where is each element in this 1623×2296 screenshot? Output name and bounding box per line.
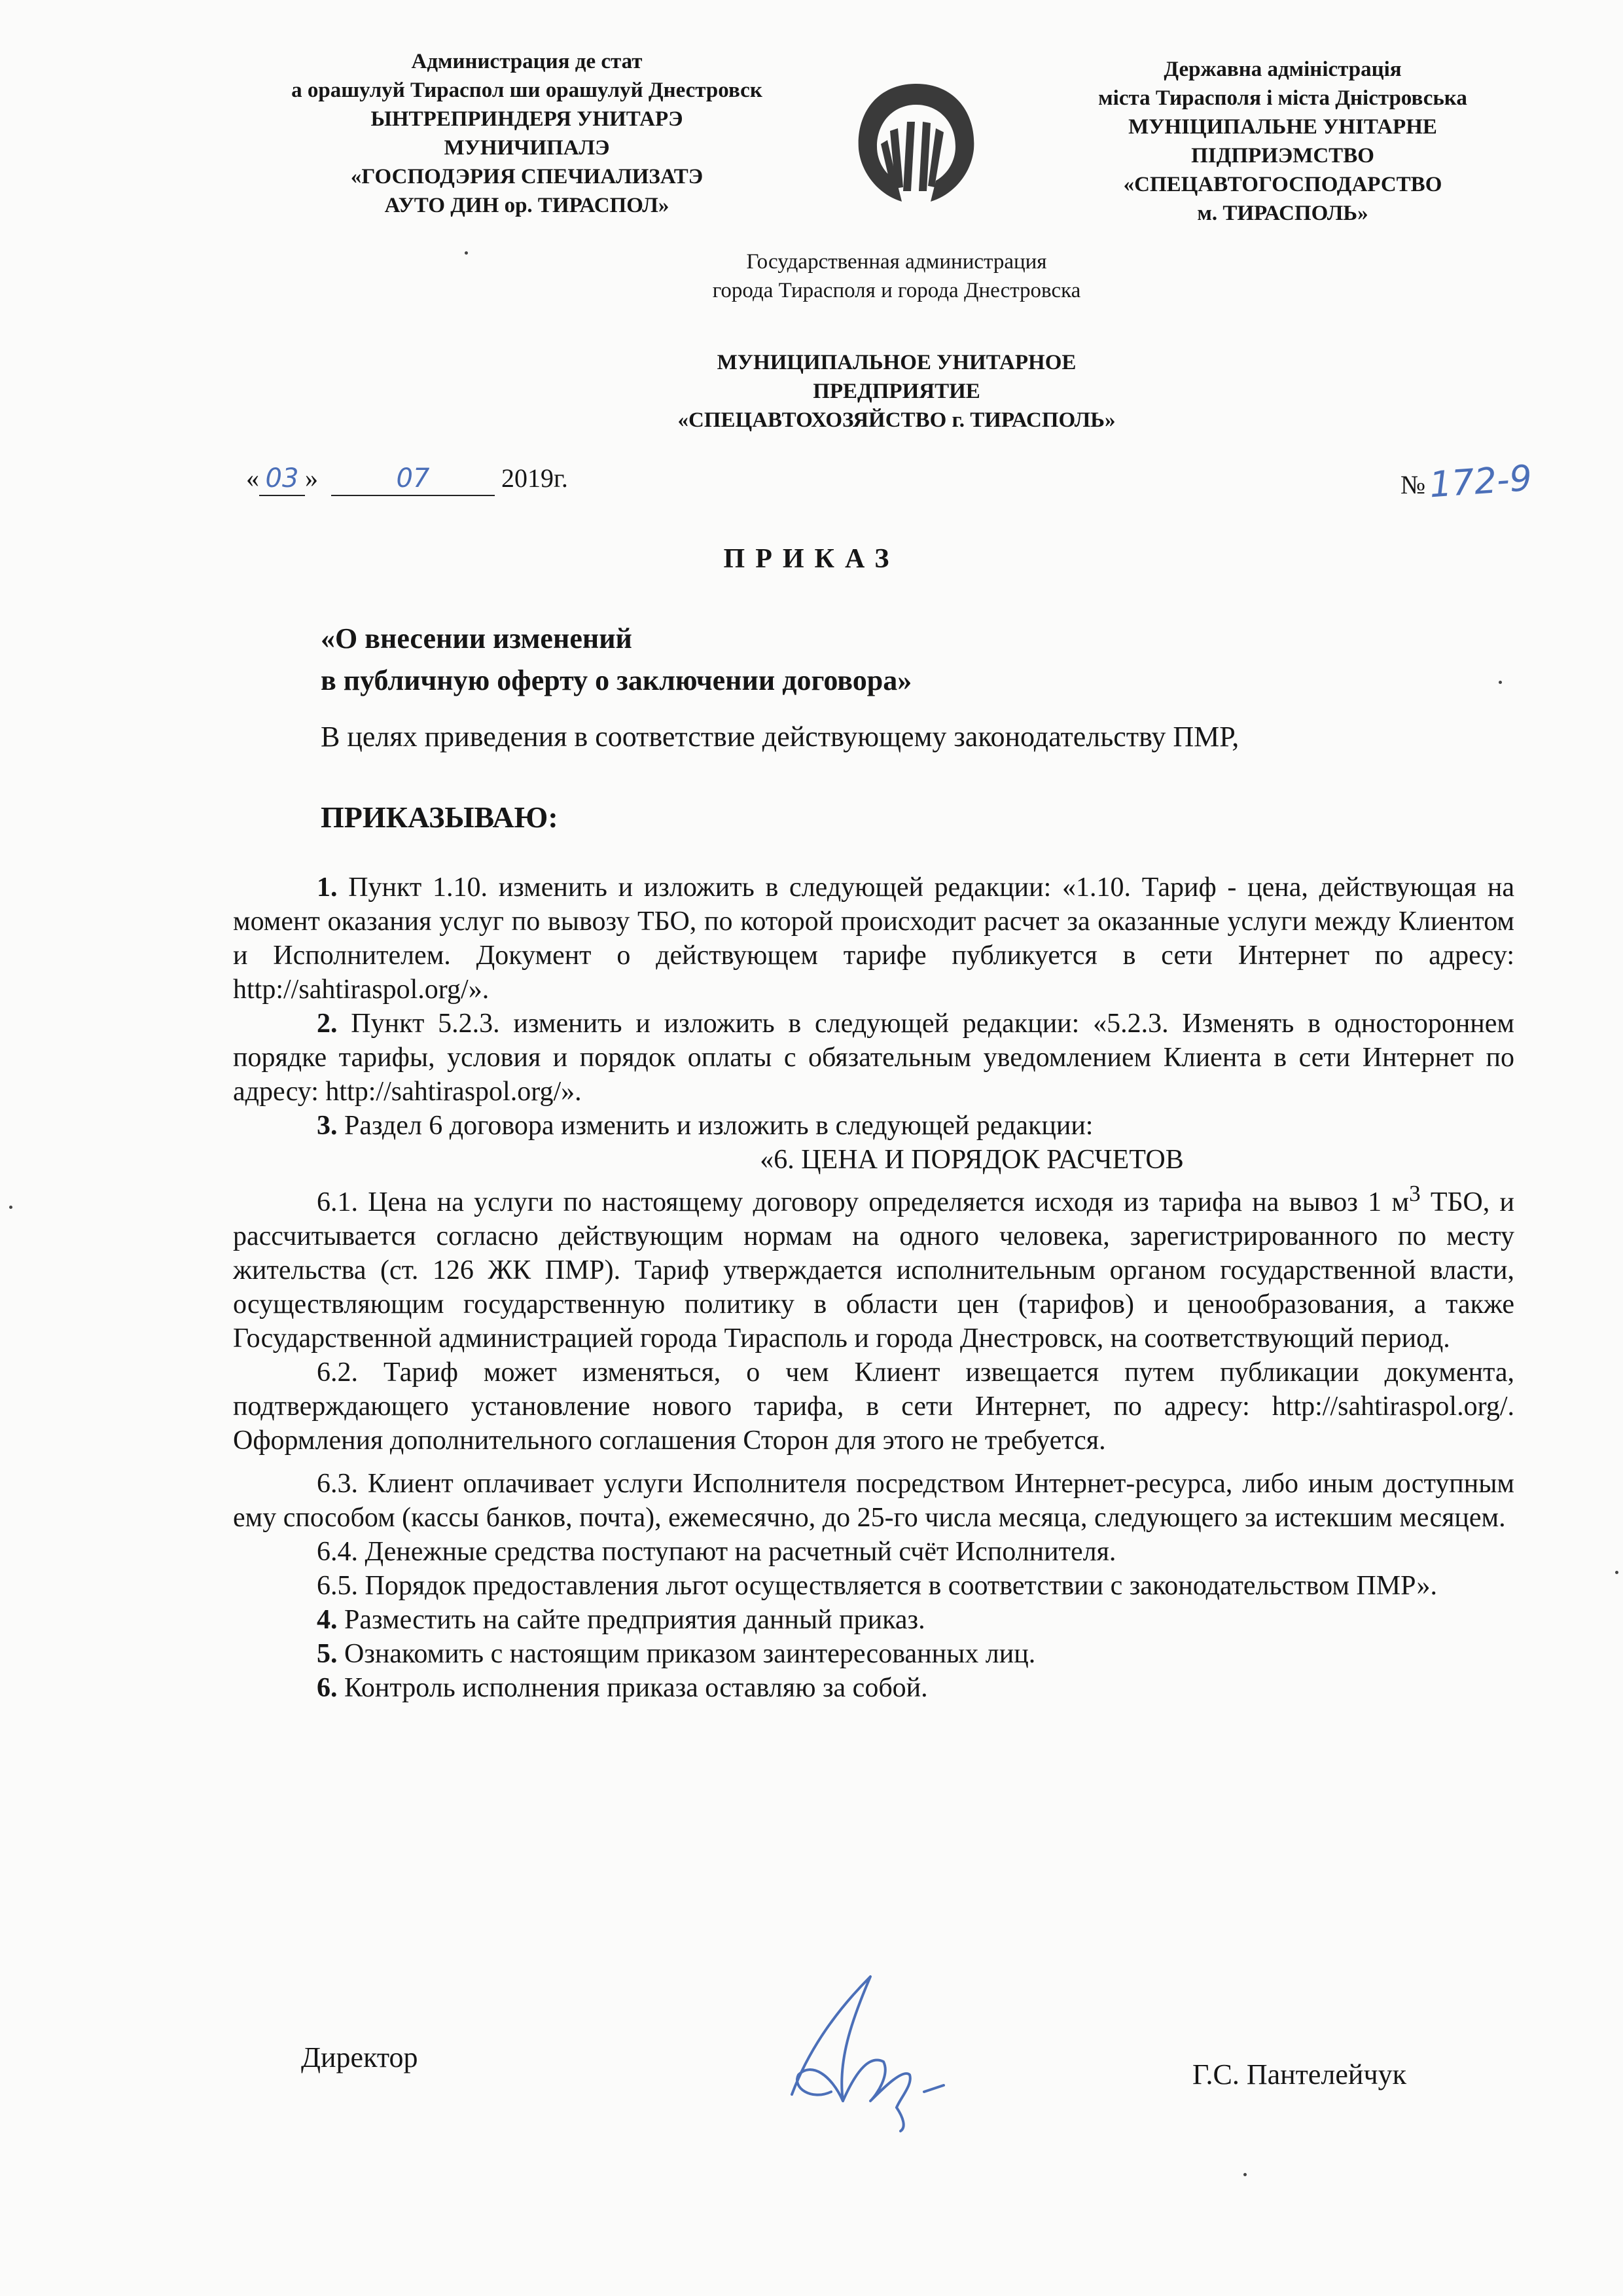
clause-6-3: 6.3. Клиент оплачивает услуги Исполнителя посредством Интернет-ресурса, либо иным доступным ему способом (кассы банков, почта), ежемесячно, до 25-го числа месяца, следующего за истекшим месяцем. <box>233 1469 1514 1533</box>
subject-line: «О внесении изменений <box>321 622 632 655</box>
section-title: «6. ЦЕНА И ПОРЯДОК РАСЧЕТОВ <box>760 1145 1184 1175</box>
header-center-org-line: МУНИЦИПАЛЬНОЕ УНИТАРНОЕ <box>717 351 1077 374</box>
header-left-line: «ГОСПОДЭРИЯ СПЕЧИАЛИЗАТЭ <box>350 165 704 188</box>
order-item-text: Пункт 5.2.3. изменить и изложить в следующей редакции: «5.2.3. Изменять в одностороннем порядке тарифы, условия и порядок оплаты с обязательным уведомлением Клиента в сети Интернет по адресу: http://sahtiraspol.org/». <box>233 1009 1514 1107</box>
order-item <box>233 870 1514 1007</box>
order-item-number: 2. <box>317 1009 338 1039</box>
order-item-text: Разместить на сайте предприятия данный приказ. <box>337 1605 925 1635</box>
order-item <box>233 1007 1514 1109</box>
clause-6-5: 6.5. Порядок предоставления льгот осуществляется в соответствии с законодательством ПМР». <box>317 1571 1437 1601</box>
order-item <box>233 1109 1514 1143</box>
order-body <box>233 870 1514 1705</box>
order-item-text: Пункт 1.10. изменить и изложить в следующей редакции: «1.10. Тариф - цена, действующая на момент оказания услуг по вывозу ТБО, по которой происходит расчет за оказанные услуги между Клиентом и Исполнителем. Документ о действующем тарифе публикуется в сети Интернет по адресу: http://sahtiraspol.org/». <box>233 872 1514 1005</box>
clause-6-1-superscript: 3 <box>1409 1181 1421 1206</box>
order-item-number: 3. <box>317 1111 338 1141</box>
order-item-text: Раздел 6 договора изменить и изложить в следующей редакции: <box>337 1111 1094 1141</box>
clause-6-4: 6.4. Денежные средства поступают на расчетный счёт Исполнителя. <box>317 1537 1116 1567</box>
order-item-text: Ознакомить с настоящим приказом заинтересованных лиц. <box>337 1639 1036 1669</box>
document-number <box>1400 457 1534 506</box>
scan-speck <box>9 1206 12 1209</box>
scan-speck <box>1499 681 1502 684</box>
header-right-line: ПІДПРИЭМСТВО <box>1191 144 1374 168</box>
header-left-line: АУТО ДИН ор. ТИРАСПОЛ» <box>384 194 669 217</box>
header-center-russian <box>589 247 1204 435</box>
header-center-org <box>589 348 1204 435</box>
header-left-line: а орашулуй Тираспол ши орашулуй Днестровск <box>291 79 762 102</box>
header-center-org-line: ПРЕДПРИЯТИЕ <box>813 380 980 403</box>
header-center-admin-line: города Тирасполя и города Днестровска <box>712 279 1081 302</box>
header-center-admin-line: Государственная администрация <box>746 250 1047 274</box>
scan-speck <box>465 251 468 255</box>
date-month-handwritten: 07 <box>331 462 495 496</box>
header-right-line: м. ТИРАСПОЛЬ» <box>1197 202 1368 225</box>
date-close-quote: » <box>305 463 318 493</box>
handwritten-signature-icon <box>772 1964 982 2134</box>
intro-text: В целях приведения в соответствие действующему законодательству ПМР, <box>321 721 1240 753</box>
header-left-line: ЫНТРЕПРИНДЕРЯ УНИТАРЭ <box>370 107 683 131</box>
date-year: 2019г. <box>501 463 568 493</box>
clause-6-2: 6.2. Тариф может изменяться, о чем Клиент извещается путем публикации документа, подтверждающего установление нового тарифа, в сети Интернет, по адресу: http://sahtiraspol.org/. Оформления дополнительного соглашения Сторон для этого не требуется. <box>233 1357 1514 1456</box>
clause-6-1 <box>233 1177 1514 1355</box>
order-item-text: Контроль исполнения приказа оставляю за собой. <box>337 1673 928 1703</box>
document-title: ПРИКАЗ <box>723 544 900 574</box>
order-item-number: 4. <box>317 1605 338 1635</box>
signatory-name: Г.С. Пантелейчук <box>1192 2058 1406 2090</box>
header-left-line: Администрация де стат <box>411 50 643 73</box>
header-right-line: МУНІЦИПАЛЬНЕ УНІТАРНЕ <box>1128 115 1437 139</box>
header-left-moldovan <box>216 47 838 220</box>
order-item <box>233 1637 1514 1671</box>
order-item-number: 6. <box>317 1673 338 1703</box>
order-item-number: 5. <box>317 1639 338 1669</box>
document-subject <box>321 618 912 702</box>
scan-speck <box>1615 1571 1618 1574</box>
orders-heading: ПРИКАЗЫВАЮ: <box>321 800 558 834</box>
header-right-ukrainian <box>1034 55 1531 228</box>
document-date <box>246 462 568 496</box>
header-left-line: МУНИЧИПАЛЭ <box>444 136 610 160</box>
header-right-line: міста Тирасполя і міста Дністровська <box>1098 86 1467 110</box>
company-logo-icon <box>851 76 982 207</box>
date-day-handwritten: 03 <box>259 462 305 496</box>
header-center-org-line: «СПЕЦАВТОХОЗЯЙСТВО г. ТИРАСПОЛЬ» <box>677 408 1116 432</box>
order-item <box>233 1671 1514 1705</box>
header-right-line: «СПЕЦАВТОГОСПОДАРСТВО <box>1123 173 1442 196</box>
clause-6-1-text-b: ТБО, и рассчитывается согласно действующим нормам на одного человека, зарегистрированного по месту жительства (ст. 126 ЖК ПМР). Тариф утверждается исполнительным органом государственной власти, осуществляющим государственную политику в области цен (тарифов) и ценообразования, а также Государственной администрацией города Тирасполь и города Днестровск, на соответствующий период. <box>233 1187 1514 1354</box>
scan-speck <box>1243 2173 1247 2176</box>
order-item-number: 1. <box>317 872 338 903</box>
order-item <box>233 1603 1514 1637</box>
subject-line: в публичную оферту о заключении договора» <box>321 664 912 696</box>
header-right-line: Державна адміністрація <box>1164 58 1402 81</box>
signatory-role: Директор <box>301 2041 418 2073</box>
number-prefix: № <box>1400 470 1426 499</box>
clause-6-1-text-a: 6.1. Цена на услуги по настоящему договору определяется исходя из тарифа на вывоз 1 м <box>317 1187 1410 1217</box>
number-value-handwritten: 172-9 <box>1428 457 1534 506</box>
date-open-quote: « <box>246 463 259 493</box>
